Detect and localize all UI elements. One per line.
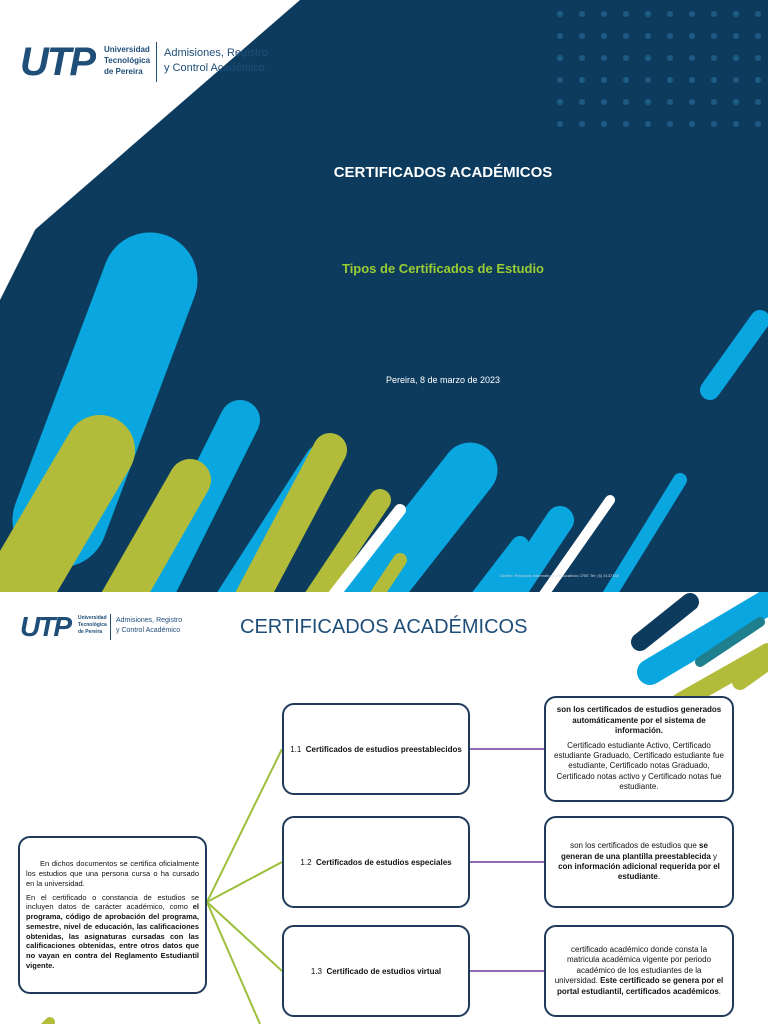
desc-3-text: certificado académico donde consta la matricula académica vigente por periodo académico de los estudiantes de la universidad. Este certificado se genera por el portal estudiantil, certificados académicos. [554,945,724,996]
logo-divider [110,614,111,640]
logo-unit-name: Admisiones, Registro y Control Académico [164,47,268,74]
item-virtual [282,925,470,1017]
item-3-label: Certificado de estudios virtual [326,966,442,976]
logo-unit-name: Admisiones, Registro y Control Académico [116,617,183,634]
slide1-title: CERTIFICADOS ACADÉMICOS [333,164,553,181]
item-2-label: Certificados de estudios especiales [315,857,452,867]
desc-preestablecidos [544,696,734,802]
slide1-subtitle: Tipos de Certificados de Estudio [341,261,544,276]
logo-divider [156,42,157,82]
desc-2-text: son los certificados de estudios que se generan de una plantilla preestablecida y con información adicional requerida por el estudiante. [558,841,720,882]
item-1-number: 1.1 [290,744,302,754]
desc-1-bold: son los certificados de estudios generados automáticamente por el sistema de información. [556,705,722,736]
desc-1-text: Certificado estudiante Activo, Certificado estudiante Graduado, Certificado estudiante fue estudiante, Certificado notas Graduado, Certificado notas activo y Certificado notas fue estudiante. [554,740,724,792]
item-1-label: Certificados de estudios preestablecidos [305,744,462,754]
logo-mark: UTP [20,40,94,84]
desc-virtual [544,925,734,1017]
logo-university-name: Universidad Tecnológica de Pereira [78,615,107,635]
slide1-date: Pereira, 8 de marzo de 2023 [385,375,501,385]
slide2-title: CERTIFICADOS ACADÉMICOS [240,616,528,638]
logo-university-name: Universidad Tecnológica de Pereira [104,45,151,76]
design-credit: Diseño: Recursos Informáticos y Educativos CRIE Tel: (6) 3137166 [500,573,619,578]
item-preestablecidos [282,703,470,795]
intro-paragraph-1: En dichos documentos se certifica oficialmente los estudios que una persona cursa o ha cursado en la universidad. [26,859,199,888]
intro-box [18,836,207,994]
desc-especiales [544,816,734,908]
item-especiales [282,816,470,908]
intro-paragraph-2: En el certificado o constancia de estudios se incluyen datos de carácter académico, como el programa, código de aprobación del programa, semestre, nivel de educación, las calificaciones obtenidas, las asignaturas cursadas con las calificaciones obtenidas, entre otros datos que no vayan en contra del Reglamento Estudiantil vigente. [26,892,199,970]
content-slide [0,592,768,1024]
item-2-number: 1.2 [300,857,312,867]
logo-mark: UTP [20,611,70,642]
item-3-number: 1.3 [310,966,322,976]
